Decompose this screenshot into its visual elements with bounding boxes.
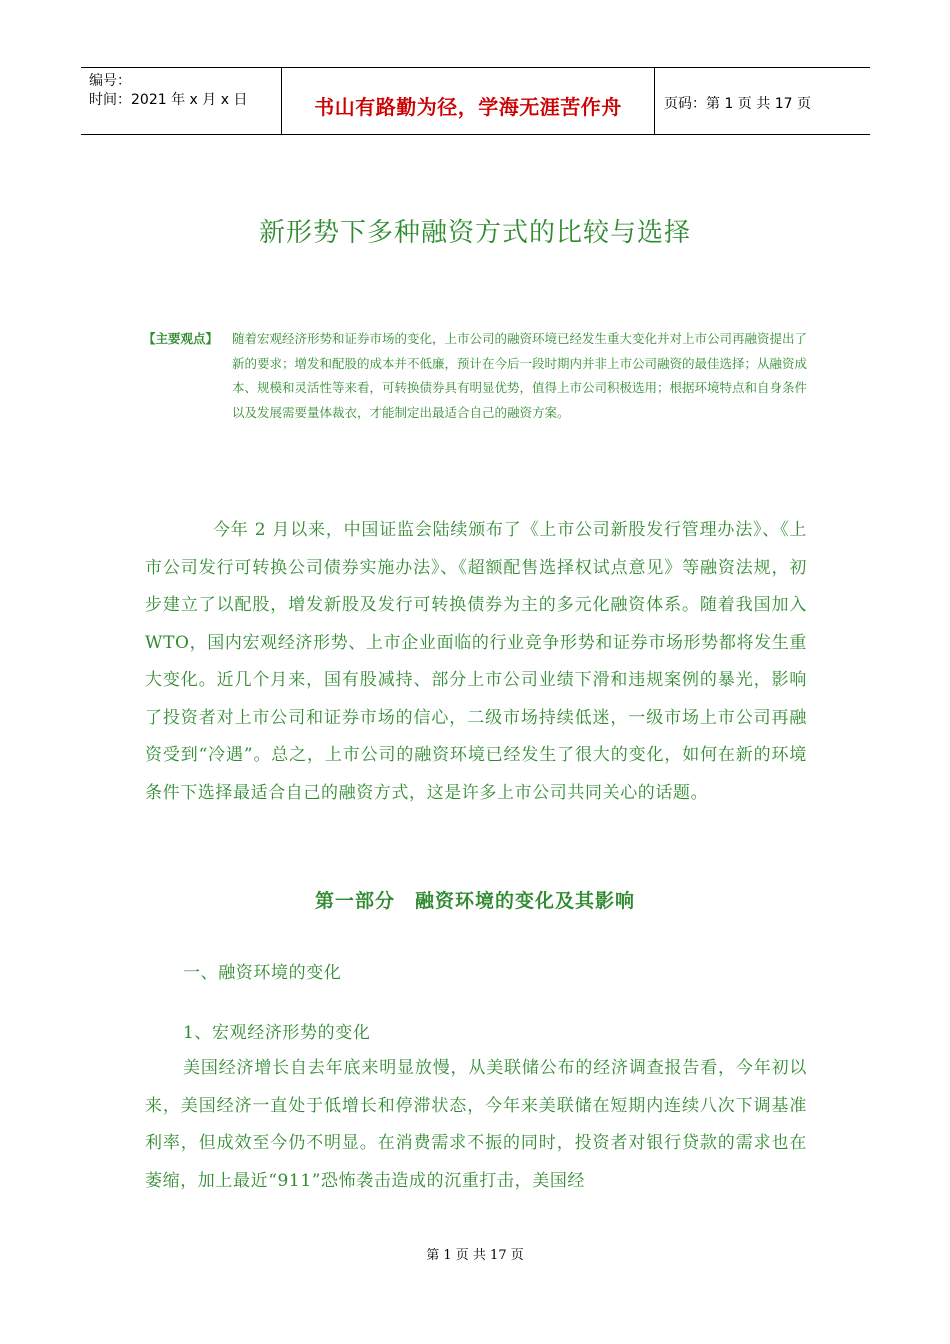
abstract-tag: 【主要观点】 <box>143 331 219 346</box>
subheading-environment-change: 一、融资环境的变化 <box>183 963 342 983</box>
header-motto: 书山有路勤为径，学海无涯苦作舟 <box>282 68 655 134</box>
abstract-text: 随着宏观经济形势和证券市场的变化，上市公司的融资环境已经发生重大变化并对上市公司再融资提出了新的要求；增发和配股的成本并不低廉，预计在今后一段时期内并非上市公司融资的最佳选择；从融资成本、规模和灵活性等来看，可转换债券具有明显优势，值得上市公司积极选用；根据环境特点和自身条件以及发展需要量体裁衣，才能制定出最适合自己的融资方案。 <box>232 331 808 420</box>
section-title: 第一部分 融资环境的变化及其影响 <box>314 890 635 912</box>
abstract-block <box>143 327 813 425</box>
header-meta-cell <box>81 68 282 134</box>
page-footer: 第 1 页 共 17 页 <box>426 1248 524 1263</box>
time-label: 时间：2021 年 x 月 x 日 <box>89 92 248 108</box>
header-table <box>81 67 870 135</box>
document-title: 新形势下多种融资方式的比较与选择 <box>258 218 691 248</box>
subheading-macro-economy: 1、宏观经济形势的变化 <box>183 1023 371 1043</box>
macro-economy-paragraph: 美国经济增长自去年底来明显放慢，从美联储公布的经济调查报告看，今年初以来，美国经济一直处于低增长和停滞状态，今年来美联储在短期内连续八次下调基准利率，但成效至今仍不明显。在消费需求不振的同时，投资者对银行贷款的需求也在萎缩，加上最近“911”恐怖袭击造成的沉重打击，美国经 <box>145 1058 807 1191</box>
intro-paragraph: 今年 2 月以来，中国证监会陆续颁布了《上市公司新股发行管理办法》、《上市公司发行可转换公司债券实施办法》、《超额配售选择权试点意见》等融资法规，初步建立了以配股，增发新股及发行可转换债券为主的多元化融资体系。随着我国加入 WTO，国内宏观经济形势、上市企业面临的行业竞争形势和证券市场形势都将发生重大变化。近几个月来，国有股减持、部分上市公司业绩下滑和违规案例的暴光，影响了投资者对上市公司和证券市场的信心，二级市场持续低迷，一级市场上市公司再融资受到“冷遇”。总之，上市公司的融资环境已经发生了很大的变化，如何在新的环境条件下选择最适合自己的融资方式，这是许多上市公司共同关心的话题。 <box>145 520 807 803</box>
number-label: 编号： <box>89 73 131 89</box>
header-page-info: 页码：第 1 页 共 17 页 <box>664 96 811 112</box>
